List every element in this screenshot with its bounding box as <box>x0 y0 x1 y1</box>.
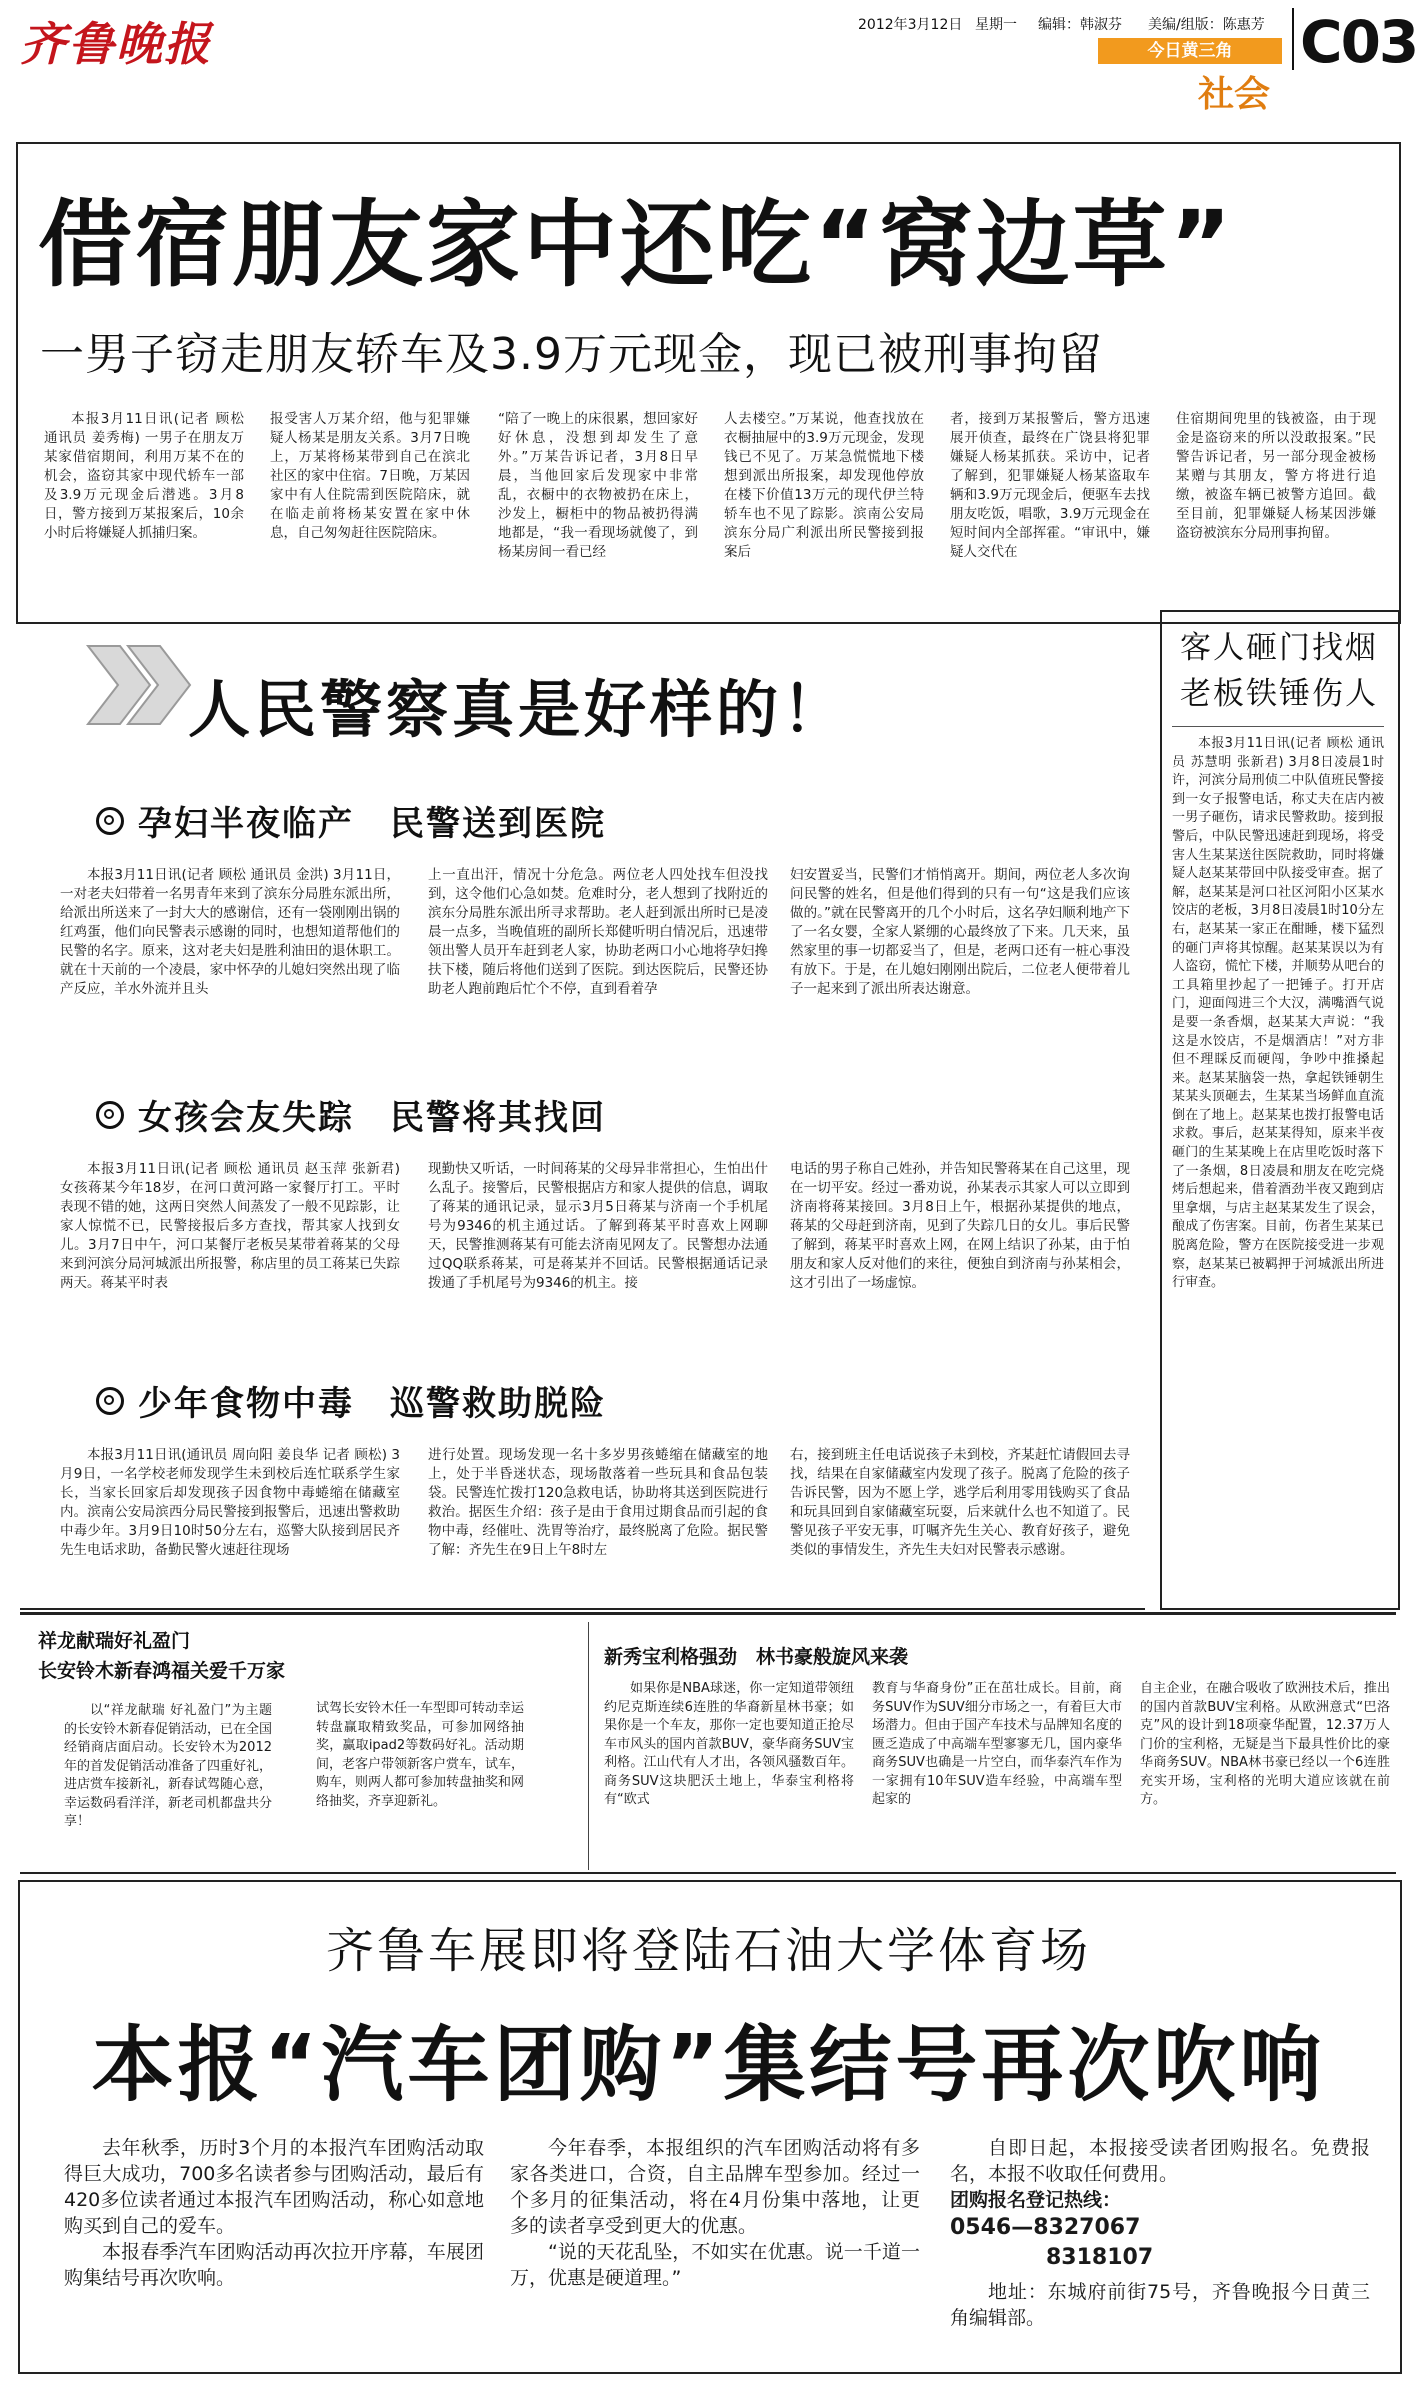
issue-date: 2012年3月12日 <box>858 17 963 33</box>
hotline-phone2: 8318107 <box>1046 2245 1154 2270</box>
lead-paragraph: 者，接到万某报警后，警方迅速展开侦查，最终在广饶县将犯罪嫌疑人杨某抓获。采访中，记者了解到，犯罪嫌疑人杨某盗取车辆和3.9万元现金后，便驱车去找朋友吃饭，唱歌，3.9万元现金在短时间内全部挥霍。“审讯中，嫌疑人交代在 <box>950 411 1150 560</box>
story-title <box>96 1376 606 1425</box>
promo-col3 <box>950 2135 1370 2360</box>
ad-left-text: 试驾长安铃木任一车型即可转动幸运转盘赢取精致奖品，可参加网络抽奖，赢取ipad2等数码好礼。活动期间，老客户带领新客户赏车，试车，购车，则两人都可参加转盘抽奖和网络抽奖，齐享迎新礼。 <box>316 1701 524 1809</box>
lead-paragraph: “陪了一晚上的床很累，想回家好好休息，没想到却发生了意外。”万某告诉记者，3月8日早晨，当他回家后发现家中非常乱，衣橱中的衣物被扔在床上，沙发上，橱柜中的物品被扔得满地都是，“我一看现场就傻了，到杨某房间一看已经 <box>498 411 698 560</box>
story-paragraph: 进行处置。现场发现一名十多岁男孩蜷缩在储藏室的地上，处于半昏迷状态，现场散落着一些玩具和食品包装袋。民警连忙拨打120急救电话，协助将其送到医院进行救治。据医生介绍：孩子是由于食用过期食品而引起的食物中毒，经催吐、洗胃等治疗，最终脱离了危险。据民警了解：齐先生在9日上午8时左 <box>428 1447 768 1558</box>
lead-paragraph: 人去楼空。”万某说，他查找放在衣橱抽屉中的3.9万元现金，发现钱已不见了。万某急慌慌地下楼想到派出所报案，却发现他停放在楼下价值13万元的现代伊兰特轿车也不见了踪影。滨南公安局滨东分局广利派出所民警接到报案后 <box>724 411 924 560</box>
lead-column <box>44 410 244 610</box>
story-paragraph: 上一直出汗，情况十分危急。两位老人四处找车但没找到，这令他们心急如焚。危难时分，老人想到了找附近的滨东分局胜东派出所寻求帮助。老人赶到派出所时已是凌晨一点多，当晚值班的副所长郑健听明白情况后，迅速带领出警人员开车赶到老人家，协助老两口小心地将孕妇搀扶下楼，随后将他们送到了医院。到达医院后，民警还协助老人跑前跑后忙个不停，直到看着孕 <box>428 867 768 997</box>
promo-col2-para2: “说的天花乱坠，不如实在优惠。说一千道一万，优惠是硬道理。” <box>510 2241 920 2289</box>
lead-headline: 借宿朋友家中还吃“窝边草” <box>38 191 1235 300</box>
sidebar-paragraph: 本报3月11日讯(记者 顾松 通讯员 苏慧明 张新君) 3月8日凌晨1时许，河滨分局刑侦二中队值班民警接到一女子报警电话，称丈夫在店内被一男子砸伤，请求民警救助。接到报警后，中队民警迅速赶到现场，将受害人生某某送往医院救助，同时将嫌疑人赵某某带回中队接受审查。据了解，赵某某是河口社区河阳小区某水饺店的老板，3月8日凌晨1时10分左右，赵某某一家正在酣睡，楼下猛烈的砸门声将其惊醒。赵某某误以为有人盗窃，慌忙下楼，并顺势从吧台的工具箱里抄起了一把锤子。打开店门，迎面闯进三个大汉，满嘴酒气说是要一条香烟，赵某某大声说：“我这是水饺店，不是烟酒店！”对方非但不理睬反而硬闯，争吵中推搡起来。赵某某脑袋一热，拿起铁锤朝生某某头顶砸去，生某某当场鲜血直流倒在了地上。赵某某也拨打报警电话求救。事后，赵某某得知，原来半夜砸门的生某某晚上在店里吃饭时落下了一条烟，8日凌晨和朋友在吃完烧烤后想起来，借着酒劲半夜又跑到店里拿烟，与店主赵某某发生了误会，酿成了伤害案。目前，伤者生某某已脱离危险，警方在医院接受进一步观察，赵某某已被羁押于河城派出所进行审查。 <box>1172 736 1384 1291</box>
promo-subhead: 齐鲁车展即将登陆石油大学体育场 <box>325 1923 1091 1979</box>
story-column <box>790 1446 1130 1666</box>
story-paragraph: 妇安置妥当，民警们才悄悄离开。期间，两位老人多次询问民警的姓名，但是他们得到的只有一句“这是我们应该做的。”就在民警离开的几个小时后，这名孕妇顺利地产下了一名女婴，全家人紧绷的心最终放了下来。几天来，虽然家里的事一切都妥当了，但是，老两口还有一桩心事没有放下。于是，在儿媳妇刚刚出院后，二位老人便带着儿子一起来到了派出所表达谢意。 <box>790 867 1130 997</box>
story-title-text: 孕妇半夜临产 民警送到医院 <box>138 804 606 844</box>
promo-col1-para1: 去年秋季，历时3个月的本报汽车团购活动取得巨大成功，700多名读者参与团购活动，最后有420多位读者通过本报汽车团购活动，称心如意地购买到自己的爱车。 <box>64 2137 484 2237</box>
page-number: C03 <box>1300 8 1417 76</box>
sidebar-title-line1: 客人砸门找烟 <box>1180 630 1378 666</box>
sidebar-title-line2: 老板铁锤伤人 <box>1180 676 1378 712</box>
hotline-label: 团购报名登记热线： <box>950 2189 1122 2211</box>
ads-bottom-rule <box>20 1872 1396 1874</box>
sidebar-rule <box>1172 726 1384 727</box>
promo-address: 地址：东城府前街75号，齐鲁晚报今日黄三角编辑部。 <box>950 2281 1370 2329</box>
ad-right-col1 <box>604 1680 854 1870</box>
header-rule <box>1292 8 1294 70</box>
lead-column <box>498 410 698 610</box>
ad-right-col3 <box>1140 1680 1390 1870</box>
ad-left-title1: 祥龙献瑞好礼盈门 <box>38 1630 191 1652</box>
bullet-circle-icon <box>96 1387 124 1415</box>
lead-column <box>270 410 470 610</box>
ad-left-title2: 长安铃木新春鸿福关爱千万家 <box>38 1660 286 1682</box>
story-paragraph: 现勤快又听话，一时间蒋某的父母异非常担心，生怕出什么乱子。接警后，民警根据店方和家人提供的信息，调取了蒋某的通讯记录，显示3月5日蒋某与济南一个手机尾号为9346的机主通过话。了解到蒋某平时喜欢上网聊天，民警推测蒋某有可能去济南见网友了。民警想办法通过QQ联系蒋某，可是蒋某并不回话。民警根据通话记录拨通了手机尾号为9346的机主。接 <box>428 1161 768 1291</box>
promo-col2 <box>510 2135 920 2360</box>
story-column <box>60 1160 400 1340</box>
story-title <box>96 1090 606 1139</box>
promo-col1 <box>64 2135 484 2360</box>
ad-right-text: 自主企业，在融合吸收了欧洲技术后，推出的国内首款BUV宝利格。从欧洲意式“巴洛克”风的设计到18项豪华配置，12.37万人门价的宝利格，无疑是当下最具性价比的豪华商务SUV。NBA林书豪已经以一个6连胜充实开场，宝利格的光明大道应该就在前方。 <box>1140 1681 1390 1807</box>
lead-paragraph: 住宿期间兜里的钱被盗，由于现金是盗窃来的所以没敢报案。”民警告诉记者，另一部分现金被杨某赠与其朋友，警方将进行追缴，被盗车辆已被警方追回。截至目前，犯罪嫌疑人杨某因涉嫌盗窃被滨东分局刑事拘留。 <box>1176 411 1376 541</box>
lead-paragraph: 本报3月11日讯(记者 顾松 通讯员 姜秀梅) 一男子在朋友万某家借宿期间，利用万某不在的机会，盗窃其家中现代轿车一部及3.9万元现金后潜逃。3月8日，警方接到万某报案后，10余小时后将嫌疑人抓捕归案。 <box>44 411 244 541</box>
story-column <box>428 866 768 1046</box>
ad-right-text: 教育与华裔身份”正在茁壮成长。目前，商务SUV作为SUV细分市场之一，有着巨大市场潜力。但由于国产车技术与品牌知名度的匮乏造成了中高端车型寥寥无几，国内豪华商务SUV也确是一片空白，而华泰汽车作为一家拥有10年SUV造车经验，中高端车型起家的 <box>872 1681 1122 1807</box>
promo-col2-para1: 今年春季，本报组织的汽车团购活动将有多家各类进口，合资，自主品牌车型参加。经过一个多月的征集活动，将在4月份集中落地，让更多的读者享受到更大的优惠。 <box>510 2137 920 2237</box>
lead-column <box>950 410 1150 610</box>
column-tag: 今日黄三角 <box>1098 38 1282 64</box>
ad-right-col2 <box>872 1680 1122 1870</box>
hotline-phone1: 0546—8327067 <box>950 2215 1141 2240</box>
promo-col1-para2: 本报春季汽车团购活动再次拉开序幕，车展团购集结号再次吹响。 <box>64 2241 484 2289</box>
newspaper-logo: 齐鲁晚报 <box>20 17 212 71</box>
sidebar-body <box>1172 735 1384 1597</box>
feature-title: 人民警察真是好样的！ <box>188 673 849 746</box>
bullet-circle-icon <box>96 807 124 835</box>
story-column <box>428 1446 768 1666</box>
story-paragraph: 电话的男子称自己姓孙，并告知民警蒋某在自己这里，现在一切平安。经过一番劝说，孙某表示其家人可以立即到济南将蒋某接回。3月8日上午，根据孙某提供的地点，蒋某的父母赶到济南，见到了失踪几日的女儿。事后民警了解到，蒋某平时喜欢上网，在网上结识了孙某，由于怕朋友和家人反对他们的来往，便独自到济南与孙某相会，这才引出了一场虚惊。 <box>790 1161 1130 1291</box>
story-paragraph: 本报3月11日讯(记者 顾松 通讯员 金洪) 3月11日，一对老夫妇带着一名男青年来到了滨东分局胜东派出所，给派出所送来了一封大大的感谢信，还有一袋刚刚出锅的红鸡蛋，他们向民警表示感谢的同时，也想知道帮他们的民警的名字。原来，这对老夫妇是胜利油田的退休职工。就在十天前的一个凌晨，家中怀孕的儿媳妇突然出现了临产反应，羊水外流并且头 <box>60 867 400 997</box>
lead-subhead: 一男子窃走朋友轿车及3.9万元现金，现已被刑事拘留 <box>40 329 1103 380</box>
story-column <box>790 1160 1130 1340</box>
designer-credit: 美编/组版：陈惠芳 <box>1148 17 1265 33</box>
ad-left-col2 <box>316 1700 524 1870</box>
story-column <box>60 866 400 1046</box>
issue-weekday: 星期一 <box>975 17 1017 33</box>
lead-column <box>1176 410 1376 610</box>
lead-column <box>724 410 924 610</box>
ads-top-rule <box>20 1612 1396 1615</box>
ad-left-col1 <box>64 1702 272 1872</box>
editor-credit: 编辑：韩淑芬 <box>1038 17 1122 33</box>
story-paragraph: 右，接到班主任电话说孩子未到校，齐某赶忙请假回去寻找，结果在自家储藏室内发现了孩子。脱离了危险的孩子告诉民警，因为不愿上学，逃学后利用零用钱购买了食品和玩具回到自家储藏室玩耍，后来就什么也不知道了。民警见孩子平安无事，叮嘱齐先生关心、教育好孩子，避免类似的事情发生，齐先生夫妇对民警表示感谢。 <box>790 1447 1130 1558</box>
bullet-circle-icon <box>96 1101 124 1129</box>
story-paragraph: 本报3月11日讯(记者 顾松 通讯员 赵玉萍 张新君) 女孩蒋某今年18岁，在河口黄河路一家餐厅打工。平时表现不错的她，这两日突然人间蒸发了一般不见踪影，让家人惊慌不已，民警接报后多方查找，帮其家人找到女儿。3月7日中午，河口某餐厅老板吴某带着蒋某的父母来到河滨分局河城派出所报警，称店里的员工蒋某已失踪两天。蒋某平时表 <box>60 1161 400 1291</box>
story-paragraph: 本报3月11日讯(通讯员 周向阳 姜良华 记者 顾松) 3月9日，一名学校老师发现学生未到校后连忙联系学生家长，当家长回家后却发现孩子因食物中毒蜷缩在储藏室内。滨南公安局滨西分局民警接到报警后，迅速出警救助中毒少年。3月9日10时50分左右，巡警大队接到居民齐先生电话求助，备勤民警火速赶往现场 <box>60 1447 400 1558</box>
ad-left-text: 以“祥龙献瑞 好礼盈门”为主题的长安铃木新春促销活动，已在全国经销商店面启动。长安铃木为2012年的首发促销活动准备了四重好礼，进店赏车接新礼，新春试驾随心意，幸运数码看洋洋，新老司机都盘共分享！ <box>64 1703 272 1829</box>
feature-chevron-icon <box>80 640 200 730</box>
section-name: 社会 <box>1198 74 1271 115</box>
ads-divider <box>588 1622 589 1870</box>
lead-paragraph: 报受害人万某介绍，他与犯罪嫌疑人杨某是朋友关系。3月7日晚上，万某将杨某带到自己在滨北社区的家中住宿。7日晚，万某因家中有人住院需到医院陪床，就在临走前将杨某安置在家中休息，自己匆匆赶往医院陪床。 <box>270 411 470 541</box>
story-title <box>96 796 606 845</box>
ad-right-title: 新秀宝利格强劲 林书豪般旋风来袭 <box>604 1646 909 1668</box>
story-title-text: 少年食物中毒 巡警救助脱险 <box>138 1384 606 1424</box>
story-title-text: 女孩会友失踪 民警将其找回 <box>138 1098 606 1138</box>
promo-headline: 本报“汽车团购”集结号再次吹响 <box>91 2018 1326 2113</box>
story-column <box>428 1160 768 1340</box>
promo-col3-para1: 自即日起，本报接受读者团购报名。免费报名，本报不收取任何费用。 <box>950 2137 1370 2185</box>
ad-right-text: 如果你是NBA球迷，你一定知道带领纽约尼克斯连续6连胜的华裔新星林书豪；如果你是一个车友，那你一定也要知道正抢尽车市风头的国内首款BUV，豪华商务SUV宝利格。江山代有人才出，各领风骚数百年。商务SUV这块肥沃土地上，华泰宝利格将有“欧式 <box>604 1681 854 1807</box>
story-column <box>790 866 1130 1046</box>
